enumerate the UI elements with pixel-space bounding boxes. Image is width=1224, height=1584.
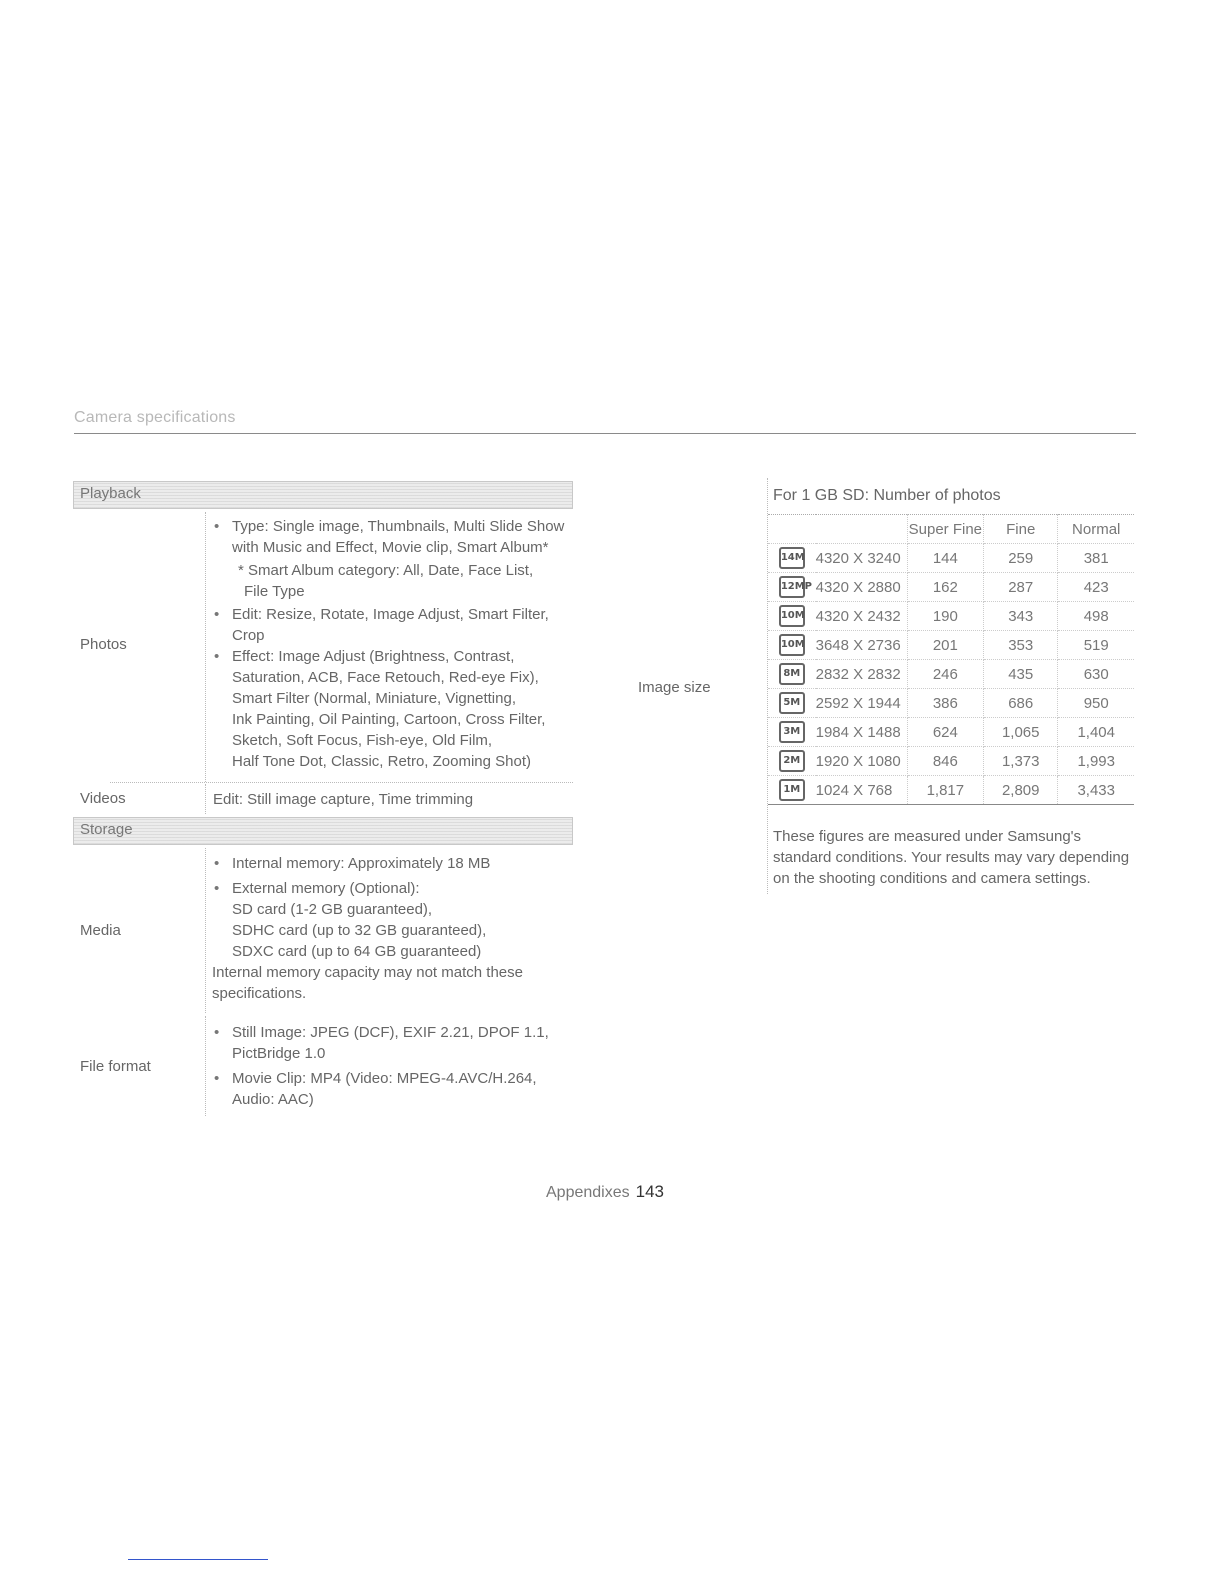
- photos-effect-line-6: Half Tone Dot, Classic, Retro, Zooming Shot): [232, 753, 532, 770]
- resolution-cell: 1024 X 768: [816, 776, 908, 805]
- photos-edit-line-2: Crop: [232, 627, 265, 644]
- fine-cell: 353: [984, 631, 1058, 660]
- image-size-note: [773, 826, 1133, 889]
- table-row: [768, 602, 1134, 631]
- super-fine-cell: 846: [907, 747, 983, 776]
- table-row: [768, 573, 1134, 602]
- photos-effect-line-2: Saturation, ACB, Face Retouch, Red-eye Fix),: [232, 669, 539, 686]
- page-number: 143: [635, 1182, 664, 1201]
- super-fine-cell: 201: [907, 631, 983, 660]
- image-size-label: Image size: [638, 679, 711, 696]
- resolution-2m-icon: 2M: [779, 750, 805, 772]
- normal-cell: 519: [1058, 631, 1134, 660]
- table-row: [768, 631, 1134, 660]
- photos-type-line-1: • Type: Single image, Thumbnails, Multi Slide Show: [232, 518, 565, 535]
- super-fine-cell: 386: [907, 689, 983, 718]
- external-memory-item: [212, 878, 572, 962]
- photos-effect-line-5: Sketch, Soft Focus, Fish-eye, Old Film,: [232, 732, 493, 749]
- photos-label: Photos: [80, 636, 127, 653]
- playback-section-bar: [73, 481, 573, 509]
- normal-cell: 3,433: [1058, 776, 1134, 805]
- external-memory-line-1: • External memory (Optional):: [232, 880, 420, 897]
- header-normal: Normal: [1058, 515, 1134, 544]
- photos-effect-line-4: Ink Painting, Oil Painting, Cartoon, Cross Filter,: [232, 711, 546, 728]
- smart-album-note: [212, 560, 572, 602]
- fine-cell: 287: [984, 573, 1058, 602]
- movie-clip-line-1: • Movie Clip: MP4 (Video: MPEG-4.AVC/H.264,: [232, 1070, 537, 1087]
- footer-link-underline: [128, 1559, 268, 1560]
- table-row: [768, 776, 1134, 805]
- photos-effect-line-3: Smart Filter (Normal, Miniature, Vignetting,: [232, 690, 516, 707]
- resolution-cell: 2832 X 2832: [816, 660, 908, 689]
- still-image-line-2: PictBridge 1.0: [232, 1045, 326, 1062]
- movie-clip-item: [212, 1068, 572, 1110]
- videos-specs: Edit: Still image capture, Time trimming: [213, 791, 474, 808]
- normal-cell: 950: [1058, 689, 1134, 718]
- resolution-14m-icon: 14M: [779, 547, 805, 569]
- super-fine-cell: 246: [907, 660, 983, 689]
- internal-memory-item: [212, 853, 572, 874]
- external-memory-line-2: SD card (1-2 GB guaranteed),: [232, 901, 433, 918]
- photos-type-line-2: with Music and Effect, Movie clip, Smart Album*: [232, 539, 549, 556]
- photos-effect-item: [212, 646, 572, 772]
- image-size-table-title: For 1 GB SD: Number of photos: [773, 487, 1001, 504]
- still-image-line-1: • Still Image: JPEG (DCF), EXIF 2.21, DPOF 1.1,: [232, 1024, 549, 1041]
- external-memory-line-4: SDXC card (up to 64 GB guaranteed): [232, 943, 482, 960]
- memory-capacity-note-line-2: specifications.: [212, 985, 307, 1002]
- column-divider: [205, 1016, 206, 1116]
- column-divider: [205, 784, 206, 814]
- resolution-10m-icon: 10M: [779, 634, 805, 656]
- playback-section-title: Playback: [80, 485, 141, 502]
- storage-section-title: Storage: [80, 821, 133, 838]
- fine-cell: 2,809: [984, 776, 1058, 805]
- media-specs: [212, 853, 572, 1004]
- resolution-1m-icon: 1M: [779, 779, 805, 801]
- photos-edit-item: [212, 604, 572, 646]
- resolution-cell: 2592 X 1944: [816, 689, 908, 718]
- image-size-note-line-1: These figures are measured under Samsung's: [773, 828, 1082, 845]
- photos-specs: [212, 516, 572, 772]
- photos-edit-line-1: • Edit: Resize, Rotate, Image Adjust, Smart Filter,: [232, 606, 549, 623]
- super-fine-cell: 162: [907, 573, 983, 602]
- resolution-cell: 1920 X 1080: [816, 747, 908, 776]
- column-divider: [205, 512, 206, 782]
- photos-effect-line-1: • Effect: Image Adjust (Brightness, Contrast,: [232, 648, 515, 665]
- fine-cell: 686: [984, 689, 1058, 718]
- smart-album-note-line-2: File Type: [244, 583, 305, 600]
- smart-album-note-line-1: * Smart Album category: All, Date, Face List,: [238, 562, 534, 579]
- fine-cell: 435: [984, 660, 1058, 689]
- table-header-row: [768, 515, 1134, 544]
- fine-cell: 1,373: [984, 747, 1058, 776]
- normal-cell: 381: [1058, 544, 1134, 573]
- fine-cell: 1,065: [984, 718, 1058, 747]
- resolution-cell: 4320 X 2432: [816, 602, 908, 631]
- table-row: [768, 747, 1134, 776]
- super-fine-cell: 190: [907, 602, 983, 631]
- header-fine: Fine: [984, 515, 1058, 544]
- resolution-10m-wide-icon: 10M: [779, 605, 805, 627]
- row-divider: [110, 782, 573, 783]
- normal-cell: 1,993: [1058, 747, 1134, 776]
- resolution-cell: 4320 X 2880: [816, 573, 908, 602]
- column-divider: [205, 848, 206, 1013]
- header-divider: [74, 433, 1136, 434]
- table-row: [768, 689, 1134, 718]
- internal-memory-line: • Internal memory: Approximately 18 MB: [232, 855, 491, 872]
- normal-cell: 630: [1058, 660, 1134, 689]
- table-row: [768, 718, 1134, 747]
- photos-type-item: [212, 516, 572, 558]
- page-footer: [546, 1182, 664, 1202]
- super-fine-cell: 1,817: [907, 776, 983, 805]
- header-super-fine: Super Fine: [907, 515, 983, 544]
- movie-clip-line-2: Audio: AAC): [232, 1091, 314, 1108]
- resolution-8m-icon: 8M: [779, 663, 805, 685]
- file-format-label: File format: [80, 1058, 151, 1075]
- super-fine-cell: 144: [907, 544, 983, 573]
- normal-cell: 1,404: [1058, 718, 1134, 747]
- image-size-note-line-3: on the shooting conditions and camera settings.: [773, 870, 1091, 887]
- resolution-cell: 1984 X 1488: [816, 718, 908, 747]
- storage-section-bar: [73, 817, 573, 845]
- super-fine-cell: 624: [907, 718, 983, 747]
- normal-cell: 498: [1058, 602, 1134, 631]
- resolution-12mp-icon: 12MP: [779, 576, 805, 598]
- media-label: Media: [80, 922, 121, 939]
- resolution-cell: 3648 X 2736: [816, 631, 908, 660]
- videos-label: Videos: [80, 790, 126, 807]
- table-row: [768, 544, 1134, 573]
- table-row: [768, 660, 1134, 689]
- external-memory-line-3: SDHC card (up to 32 GB guaranteed),: [232, 922, 487, 939]
- resolution-3m-icon: 3M: [779, 721, 805, 743]
- memory-capacity-note-line-1: Internal memory capacity may not match these: [212, 964, 523, 981]
- normal-cell: 423: [1058, 573, 1134, 602]
- image-size-table: [768, 514, 1134, 805]
- image-size-note-line-2: standard conditions. Your results may vary depending: [773, 849, 1130, 866]
- page-header-title: Camera specifications: [74, 409, 236, 426]
- fine-cell: 343: [984, 602, 1058, 631]
- footer-section-name: Appendixes: [546, 1184, 630, 1201]
- resolution-cell: 4320 X 3240: [816, 544, 908, 573]
- file-format-specs: [212, 1022, 572, 1110]
- still-image-item: [212, 1022, 572, 1064]
- resolution-5m-icon: 5M: [779, 692, 805, 714]
- fine-cell: 259: [984, 544, 1058, 573]
